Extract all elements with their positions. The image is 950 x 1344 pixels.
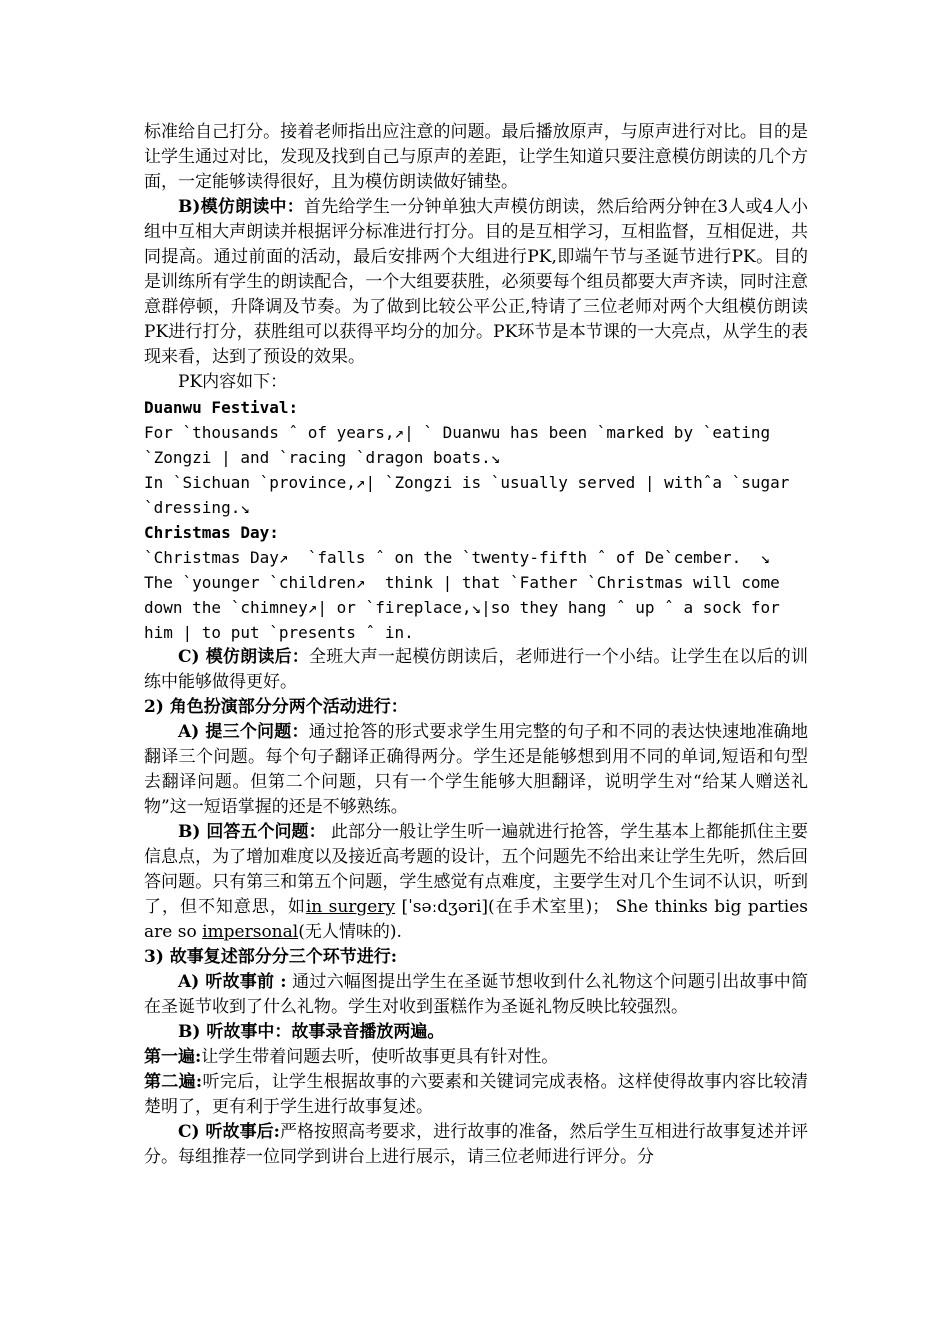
second-listen-label: 第二遍:: [144, 1072, 203, 1092]
duanwu-line: In `Sichuan `province,↗| `Zongzi is `usually served | withˆa `sugar: [144, 473, 790, 492]
role-play-b-label: B) 回答五个问题：: [178, 822, 326, 842]
b-imitation-paragraph: [144, 195, 808, 370]
duanwu-heading: Duanwu Festival:: [144, 398, 299, 417]
second-listen-text: 听完后，让学生根据故事的六要素和关键词完成表格。这样使得故事内容比较清楚明了，更有利于学生进行故事复述。: [144, 1072, 808, 1117]
retell-c-text: 严格按照高考要求，进行故事的准备，然后学生互相进行故事复述并评分。每组推荐一位同学到讲台上进行展示，请三位老师进行评分。分: [144, 1122, 808, 1167]
example-sentence: She thinks big parties are so: [144, 897, 809, 942]
christmas-heading: Christmas Day:: [144, 523, 279, 542]
duanwu-line: `dressing.↘: [144, 498, 250, 517]
role-play-a-text: 通过抢答的形式要求学生用完整的句子和不同的表达快速地准确地翻译三个问题。每个句子翻译正确得两分。学生还是能够想到用不同的单词,短语和句型去翻译问题。但第二个问题，只有一个学生能够大胆翻译，说明学生对“给某人赠送礼物”这一短语掌握的还是不够熟练。: [144, 722, 809, 817]
role-play-a-paragraph: [144, 720, 808, 820]
first-listen-text: 让学生带着问题去听，使听故事更具有针对性。: [201, 1047, 559, 1067]
c-imitation-text: 全班大声一起模仿朗读后，老师进行一个小结。让学生在以后的训练中能够做得更好。: [144, 647, 808, 692]
vocab-term: in surgery: [305, 897, 396, 917]
intro-line: 标准给自己打分。接着老师指出应注意的问题。最后播放原声，与原声进行对比。: [144, 122, 757, 142]
b-imitation-label: B)模仿朗读中：: [178, 197, 304, 217]
retell-heading: 3) 故事复述部分分三个环节进行:: [144, 947, 398, 967]
duanwu-line: `Zongzi | and `racing `dragon boats.↘: [144, 448, 501, 467]
vocab-gloss: (在手术室里)；: [488, 897, 610, 917]
intro-paragraph: [144, 120, 808, 195]
intro-line: 目的是让学生通过对比，发现及找到自己与原声的差距，让学生知道只要注意模: [144, 122, 809, 167]
pk-intro: PK内容如下：: [178, 372, 288, 392]
christmas-line: The `younger `children↗ think | that `Father `Christmas will come: [144, 573, 780, 592]
c-imitation-label: C) 模仿朗读后：: [178, 647, 309, 667]
duanwu-line: For `thousands ˆ of years,↗| ` Duanwu has been `marked by `eating: [144, 423, 771, 442]
vocab-term: impersonal: [202, 922, 299, 942]
second-listen-paragraph: [144, 1070, 808, 1120]
first-listen-label: 第一遍:: [144, 1047, 202, 1067]
intro-line: 仿朗读的几个方面，一定能够读得很好，且为模仿朗读做好铺垫。: [144, 147, 809, 192]
role-play-heading: 2) 角色扮演部分分两个活动进行：: [144, 697, 408, 717]
ipa-transcription: [ˈsəːdʒəri]: [395, 897, 489, 917]
document-page: [144, 120, 808, 1170]
vocab-gloss: (无人情味的).: [298, 922, 402, 942]
role-play-b-paragraph: [144, 820, 808, 945]
first-listen-paragraph: [144, 1045, 808, 1070]
retell-a-label: A) 听故事前 :: [178, 972, 287, 992]
retell-c-label: C) 听故事后:: [178, 1122, 280, 1142]
b-imitation-text: 首先给学生一分钟单独大声模仿朗读，然后给两分钟在3人或4人小组中互相大声朗读并根据评分标准进行打分。目的是互相学习，互相监督，互相促进，共同提高。通过前面的活动，最后安排两个大组进行PK,即端午节与圣诞节进行PK。目的是训练所有学生的朗读配合，一个大组要获胜，必须要每个组员都要大声齐读，同时注意意群停顿，升降调及节奏。为了做到比较公平公正,特请了三位老师对两个大组模仿朗读PK进行打分，获胜组可以获得平均分的加分。PK环节是本节课的一大亮点，从学生的表现来看，达到了预设的效果。: [144, 197, 808, 367]
retell-a-text: 通过六幅图提出学生在圣诞节想收到什么礼物这个问题引出故事中简在圣诞节收到了什么礼物。学生对收到蛋糕作为圣诞礼物反映比较强烈。: [144, 972, 808, 1017]
retell-c-paragraph: [144, 1120, 808, 1170]
role-play-b-text: 此部分一般让学生听一遍就进行抢答，学生基本上都能抓住主要信息点，为了增加难度以及接近高考题的设计，五个问题先不给出来让学生先听，然后回答问题。只有第三和第五个问题，学生感觉有点难度，主要学生对几个生词不认识，听到了，但不知意思，如: [144, 822, 808, 917]
christmas-line: him | to put `presents ˆ in.: [144, 623, 414, 642]
role-play-a-label: A) 提三个问题：: [178, 722, 309, 742]
retell-b-label: B) 听故事中：故事录音播放两遍。: [178, 1022, 445, 1042]
retell-a-paragraph: [144, 970, 808, 1020]
christmas-line: `Christmas Day↗ `falls ˆ on the `twenty-fifth ˆ of De`cember. ↘: [144, 548, 771, 567]
c-imitation-paragraph: [144, 645, 808, 695]
christmas-line: down the `chimney↗| or `fireplace,↘|so they hang ˆ up ˆ a sock for: [144, 598, 780, 617]
